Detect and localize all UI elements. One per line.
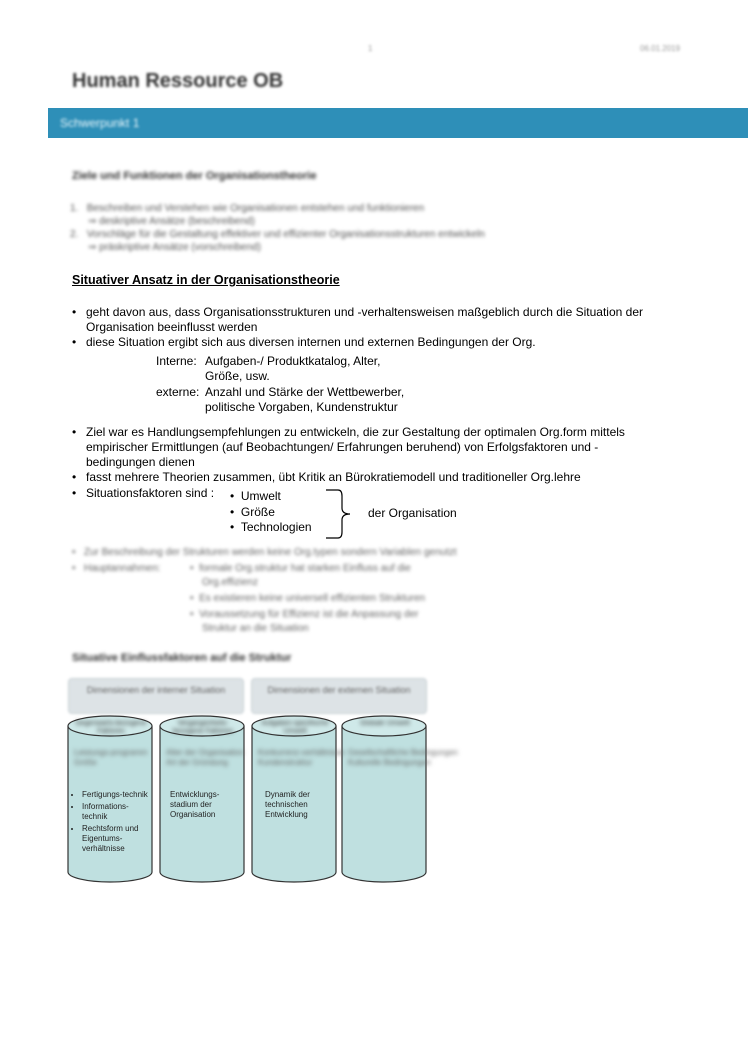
blurred-cylinder-tops xyxy=(66,716,458,796)
cylinder-1-list xyxy=(70,790,150,856)
list-item-cont: ⇒ deskriptive Ansätze (beschreibend) xyxy=(88,216,255,227)
bullet-dot: • xyxy=(72,486,77,500)
page-number: 1 xyxy=(368,44,373,53)
list-item: • Fertigungs-technik xyxy=(82,790,150,800)
list-item: • Informations-technik xyxy=(82,802,150,822)
right-brace-icon xyxy=(324,488,364,544)
blurred-subitem: Org.effizienz xyxy=(202,577,258,588)
bullet-text: Ziel war es Handlungsempfehlungen zu entwickeln, die zur Gestaltung der optimalen Org.form mittels xyxy=(86,425,625,439)
document-title: Human Ressource OB xyxy=(72,70,284,92)
externe-label: externe: xyxy=(156,385,200,399)
structure-heading: Situative Einflussfaktoren auf die Struktur xyxy=(72,652,292,664)
bullet-dot: • xyxy=(72,305,77,319)
section-band-label: Schwerpunkt 1 xyxy=(60,116,140,130)
brace-label: der Organisation xyxy=(368,506,457,520)
blurred-subitem: • Es existieren keine universell effizienten Strukturen xyxy=(190,593,426,604)
bullet-text: diese Situation ergibt sich aus diversen internen und externen Bedingungen der Org. xyxy=(86,335,536,349)
list-text: Beschreiben und Verstehen wie Organisationen entstehen und funktionieren xyxy=(86,203,425,214)
list-item-cont: ⇒ präskriptive Ansätze (vorschreibend) xyxy=(88,242,261,253)
cylinder-head: Aufgaben-spezifische Umwelt xyxy=(261,720,329,735)
dimension-box-external xyxy=(251,678,427,714)
interne-label: Interne: xyxy=(156,354,197,368)
bullet-dot: • xyxy=(72,335,77,349)
numbered-list xyxy=(70,202,630,254)
factor-item: • Umwelt xyxy=(230,489,281,503)
header-date: 06.01.2019 xyxy=(640,44,681,53)
bullet-dot: • xyxy=(72,425,77,439)
interne-line-1: Aufgaben-/ Produktkatalog, Alter, xyxy=(205,354,381,368)
dimension-box-internal xyxy=(68,678,244,714)
list-item: • Rechtsform und Eigentums-verhältnisse xyxy=(82,824,150,854)
bullet-1-cont: Organisation beeinflusst werden xyxy=(86,320,258,334)
cylinder-2-text: Entwicklungs-stadium der Organisation xyxy=(170,790,220,819)
blurred-subitem: • Voraussetzung für Effizienz ist die Anpassung der xyxy=(190,609,419,620)
cylinder-blur-item: Leistungs-programm Größe xyxy=(74,748,148,767)
cylinder-blur-item: Alter der Organisation Art der Gründung xyxy=(166,748,244,767)
externe-line-1: Anzahl und Stärke der Wettbewerber, xyxy=(205,385,405,399)
cylinder-head: Gegenwarts-bezogene Faktoren xyxy=(75,720,147,735)
blurred-bullet: • Hauptannahmen: xyxy=(72,563,161,574)
blurred-subitem: Struktur an die Situation xyxy=(202,623,309,634)
list-number: 2. xyxy=(70,229,79,240)
externe-line-2: politische Vorgaben, Kundenstruktur xyxy=(205,400,398,414)
cylinder-head: Globale Umwelt xyxy=(360,720,410,727)
dimension-box-label: Dimensionen der interner Situation xyxy=(86,685,226,695)
cylinder-blur-item: Konkurrenz-verhältnisse Kundenstruktur xyxy=(258,748,345,767)
bullet-text: geht davon aus, dass Organisationsstrukturen und -verhaltensweisen maßgeblich durch die Situation der xyxy=(86,305,643,319)
section-band xyxy=(48,108,748,138)
list-item xyxy=(70,202,630,215)
blurred-bullet: • Zur Beschreibung der Strukturen werden keine Org.typen sondern Variablen genutzt xyxy=(72,547,457,558)
blurred-subitem: • formale Org.struktur hat starken Einfluss auf die xyxy=(190,563,411,574)
factor-item: • Technologien xyxy=(230,520,312,534)
list-item xyxy=(70,228,630,241)
cylinder-blur-item: Gesellschaftliche Bedingungen Kulturelle Bedingungen xyxy=(348,748,458,767)
cylinder-head: Vergangenheits-bezogene Faktoren xyxy=(172,720,234,735)
interne-line-2: Größe, usw. xyxy=(205,369,270,383)
bullet-3-cont: empirischer Ermittlungen (auf Beobachtungen/ Erfahrungen beruhend) von Erfolgsfaktoren und - xyxy=(86,440,599,454)
bullet-text: fasst mehrere Theorien zusammen, übt Kritik an Bürokratiemodell und traditioneller Org.lehre xyxy=(86,470,581,484)
blurred-heading: Ziele und Funktionen der Organisationstheorie xyxy=(72,170,317,182)
bullet-dot: • xyxy=(72,470,77,484)
factor-item: • Größe xyxy=(230,505,275,519)
section-heading: Situativer Ansatz in der Organisationstheorie xyxy=(72,273,340,287)
list-number: 1. xyxy=(70,203,79,214)
cylinder-3-text: Dynamik der technischen Entwicklung xyxy=(265,790,310,819)
bullet-text: Situationsfaktoren sind : xyxy=(86,486,215,500)
bullet-3-cont: bedingungen dienen xyxy=(86,455,195,469)
list-text: Vorschläge für die Gestaltung effektiver und effizienter Organisationsstrukturen entwickeln xyxy=(86,229,485,240)
dimension-box-label: Dimensionen der externen Situation xyxy=(267,685,411,695)
